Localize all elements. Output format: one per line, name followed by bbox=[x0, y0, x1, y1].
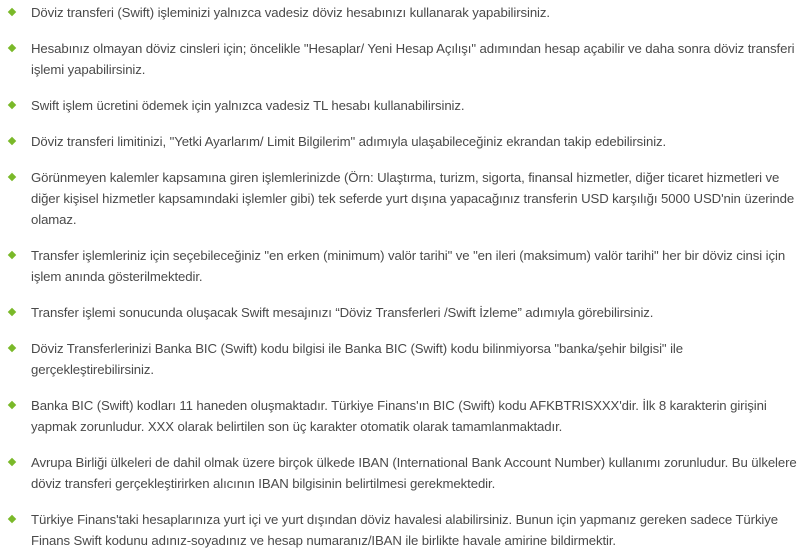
diamond-bullet-icon bbox=[8, 137, 16, 145]
diamond-bullet-icon bbox=[8, 8, 16, 16]
diamond-bullet-icon bbox=[8, 308, 16, 316]
list-item bbox=[0, 302, 811, 323]
list-item-text: Banka BIC (Swift) kodları 11 haneden oluşmaktadır. Türkiye Finans'ın BIC (Swift) kodu AFKBTRISXXX'dir. İlk 8 karakterin girişini yapmak zorunludur. XXX olarak belirtilen son üç karakter otomatik olarak tamamlanmaktadır. bbox=[31, 398, 767, 434]
list-item bbox=[0, 38, 811, 80]
list-item bbox=[0, 167, 811, 230]
list-item-text: Döviz transferi limitinizi, "Yetki Ayarlarım/ Limit Bilgilerim" adımıyla ulaşabileceğiniz ekrandan takip edebilirsiniz. bbox=[31, 134, 667, 149]
list-item bbox=[0, 452, 811, 494]
diamond-bullet-icon bbox=[8, 101, 16, 109]
list-item-text: Transfer işlemi sonucunda oluşacak Swift mesajınızı “Döviz Transferleri /Swift İzleme” adımıyla görebilirsiniz. bbox=[31, 305, 654, 320]
list-item-text: Döviz Transferlerinizi Banka BIC (Swift) kodu bilgisi ile Banka BIC (Swift) kodu bilinmiyorsa "banka/şehir bilgisi" ile gerçekleştirebilirsiniz. bbox=[31, 341, 683, 377]
diamond-bullet-icon bbox=[8, 44, 16, 52]
list-item-text: Türkiye Finans'taki hesaplarınıza yurt içi ve yurt dışından döviz havalesi alabilirsiniz. Bunun için yapmanız gereken sadece Türkiye Finans Swift kodunu adınız-soyadınız ve hesap numaranız/IBAN ile birlikte havale amirine bildirmektir. bbox=[31, 512, 778, 548]
list-item bbox=[0, 245, 811, 287]
list-item bbox=[0, 338, 811, 380]
list-item-text: Döviz transferi (Swift) işleminizi yalnızca vadesiz döviz hesabınızı kullanarak yapabilirsiniz. bbox=[31, 5, 550, 20]
list-item-text: Hesabınız olmayan döviz cinsleri için; öncelikle "Hesaplar/ Yeni Hesap Açılışı" adımından hesap açabilir ve daha sonra döviz transferi işlemi yapabilirsiniz. bbox=[31, 41, 795, 77]
list-item-text: Görünmeyen kalemler kapsamına giren işlemlerinizde (Örn: Ulaştırma, turizm, sigorta, finansal hizmetler, diğer ticaret hizmetleri ve diğer kişisel hizmetler kapsamındaki işlemler gibi) tek seferde yurt dışına yapacağınız transferin USD karşılığı 5000 USD'nin üzerinde olamaz. bbox=[31, 170, 795, 227]
diamond-bullet-icon bbox=[8, 344, 16, 352]
list-item-text: Transfer işlemleriniz için seçebileceğiniz "en erken (minimum) valör tarihi" ve "en ileri (maksimum) valör tarihi" her bir döviz cinsi için işlem anında gösterilmektedir. bbox=[31, 248, 786, 284]
list-item bbox=[0, 395, 811, 437]
diamond-bullet-icon bbox=[8, 515, 16, 523]
list-item-text: Swift işlem ücretini ödemek için yalnızca vadesiz TL hesabı kullanabilirsiniz. bbox=[31, 98, 465, 113]
list-item-text: Avrupa Birliği ülkeleri de dahil olmak üzere birçok ülkede IBAN (International Bank Account Number) kullanımı zorunludur. Bu ülkelere döviz transferi gerçekleştirirken alıcının IBAN bilgisinin belirtilmesi gerekmektedir. bbox=[31, 455, 797, 491]
diamond-bullet-icon bbox=[8, 401, 16, 409]
list-item bbox=[0, 2, 811, 23]
list-item bbox=[0, 131, 811, 152]
list-item bbox=[0, 509, 811, 551]
diamond-bullet-icon bbox=[8, 251, 16, 259]
diamond-bullet-icon bbox=[8, 458, 16, 466]
diamond-bullet-icon bbox=[8, 173, 16, 181]
list-item bbox=[0, 95, 811, 116]
